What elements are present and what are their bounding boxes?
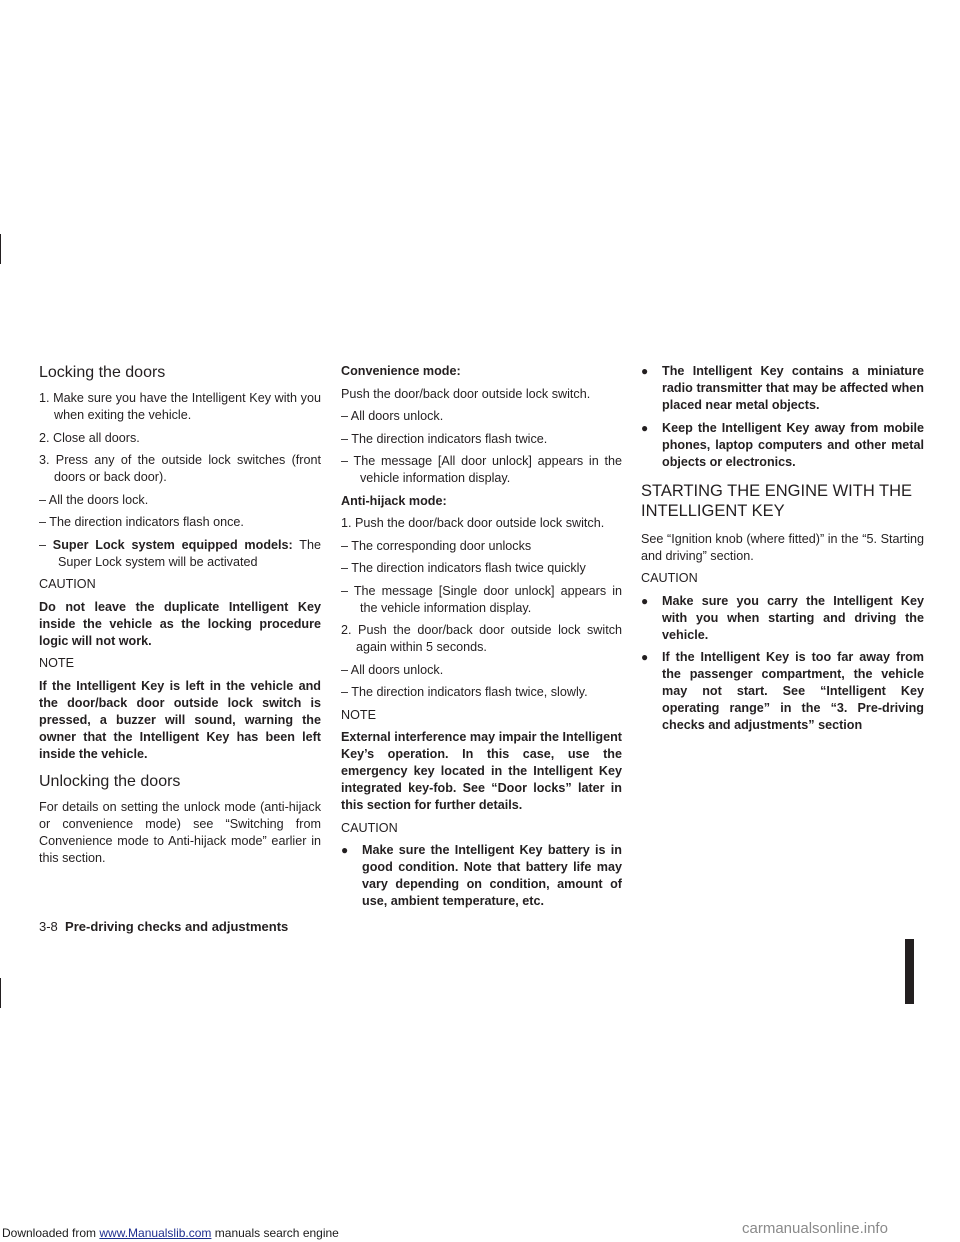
- caution-bullet-range: [641, 649, 924, 734]
- section-tab-marker: [905, 939, 914, 1004]
- caution-text-1: Do not leave the duplicate Intelligent Key inside the vehicle as the locking procedure logic will not work.: [39, 599, 321, 648]
- anti-hijack-mode-label: Anti-hijack mode:: [341, 493, 447, 508]
- column-3: [641, 363, 924, 740]
- bullet-text: Keep the Intelligent Key away from mobile phones, laptop computers and other metal objects or electronics.: [662, 420, 924, 469]
- anti-hijack-result-5: – The direction indicators flash twice, slowly.: [341, 685, 588, 699]
- caution-label-2: CAUTION: [341, 820, 398, 835]
- crop-mark-left-bottom: [0, 978, 1, 1008]
- lock-result-3: [39, 537, 321, 571]
- convenience-result-3: – The message [All door unlock] appears in the vehicle information display.: [341, 454, 622, 485]
- caution-bullet-radio: [641, 363, 924, 414]
- bullet-text: If the Intelligent Key is too far away from the passenger compartment, the vehicle may not start. See “Intelligent Key operating range” in the “3. Pre-driving checks and adjustments” section: [662, 650, 924, 732]
- page-number-section: [39, 919, 288, 934]
- anti-hijack-result-2: – The direction indicators flash twice quickly: [341, 561, 586, 575]
- unlock-intro: For details on setting the unlock mode (anti-hijack or convenience mode) see “Switching from Convenience mode to Anti-hijack mode” earlier in this section.: [39, 799, 321, 865]
- footer-prefix: Downloaded from: [2, 1226, 100, 1240]
- bullet-icon: ●: [641, 364, 649, 378]
- bullet-icon: ●: [341, 843, 349, 857]
- convenience-mode-label: Convenience mode:: [341, 364, 461, 378]
- download-footer: [2, 1226, 339, 1240]
- super-lock-text: The Super Lock system will be activated: [58, 537, 321, 569]
- bullet-icon: ●: [641, 650, 649, 664]
- note-text-1: If the Intelligent Key is left in the vehicle and the door/back door outside lock switch is pressed, a buzzer will sound, warning the owner that the Intelligent Key has been left inside the vehicle.: [39, 678, 321, 761]
- caution-label-3: CAUTION: [641, 571, 698, 585]
- caution-label-1: CAUTION: [39, 577, 96, 591]
- caution-bullet-battery: [341, 842, 622, 910]
- column-2: [341, 363, 622, 916]
- bullet-text: Make sure you carry the Intelligent Key with you when starting and driving the vehicle.: [662, 593, 924, 642]
- ignition-reference: See “Ignition knob (where fitted)” in the “5. Starting and driving” section.: [641, 531, 924, 563]
- dash-marker: –: [39, 537, 53, 552]
- anti-hijack-result-1: – The corresponding door unlocks: [341, 538, 532, 553]
- convenience-mode-text: Push the door/back door outside lock switch.: [341, 386, 591, 401]
- bullet-text: Make sure the Intelligent Key battery is in good condition. Note that battery life may vary depending on condition, amount of use, ambient temperature, etc.: [362, 843, 622, 908]
- note-label-1: NOTE: [39, 656, 74, 670]
- convenience-result-2: – The direction indicators flash twice.: [341, 431, 548, 446]
- caution-bullet-mobile: [641, 420, 924, 471]
- bullet-icon: ●: [641, 593, 649, 608]
- crop-mark-left-top: [0, 234, 1, 264]
- bullet-icon: ●: [641, 420, 649, 435]
- anti-hijack-step-1: 1. Push the door/back door outside lock switch.: [341, 516, 605, 530]
- anti-hijack-result-3: – The message [Single door unlock] appears in the vehicle information display.: [341, 583, 622, 615]
- section-title: Pre-driving checks and adjustments: [65, 919, 289, 934]
- lock-step-2: 2. Close all doors.: [39, 430, 140, 445]
- super-lock-label: Super Lock system equipped models:: [52, 537, 293, 552]
- heading-starting-the-engine: STARTING THE ENGINE WITH THE INTELLIGENT KEY: [641, 481, 913, 520]
- bullet-text: The Intelligent Key contains a miniature radio transmitter that may be affected when placed near metal objects.: [662, 364, 924, 412]
- footer-suffix: manuals search engine: [211, 1226, 339, 1240]
- note-label-2: NOTE: [341, 707, 376, 722]
- anti-hijack-result-4: – All doors unlock.: [341, 662, 444, 677]
- lock-step-1: 1. Make sure you have the Intelligent Key with you when exiting the vehicle.: [39, 391, 321, 422]
- lock-step-3: 3. Press any of the outside lock switches (front doors or back door).: [39, 453, 321, 484]
- page-number: 3-8: [39, 919, 58, 934]
- column-1: [39, 363, 321, 872]
- lock-result-1: – All the doors lock.: [39, 492, 149, 507]
- note-text-2: External interference may impair the Intelligent Key’s operation. In this case, use the emergency key located in the Intelligent Key integrated key-fob. See “Door locks” later in this section for further details.: [341, 730, 622, 812]
- lock-result-2: – The direction indicators flash once.: [39, 515, 244, 529]
- heading-unlocking-the-doors: Unlocking the doors: [39, 772, 181, 790]
- convenience-result-1: – All doors unlock.: [341, 409, 444, 423]
- watermark: carmanualsonline.info: [742, 1220, 888, 1237]
- anti-hijack-step-2: 2. Push the door/back door outside lock switch again within 5 seconds.: [341, 623, 622, 654]
- heading-locking-the-doors: Locking the doors: [39, 364, 166, 381]
- manualslib-link[interactable]: www.Manualslib.com: [99, 1226, 212, 1240]
- caution-bullet-carry: [641, 593, 924, 644]
